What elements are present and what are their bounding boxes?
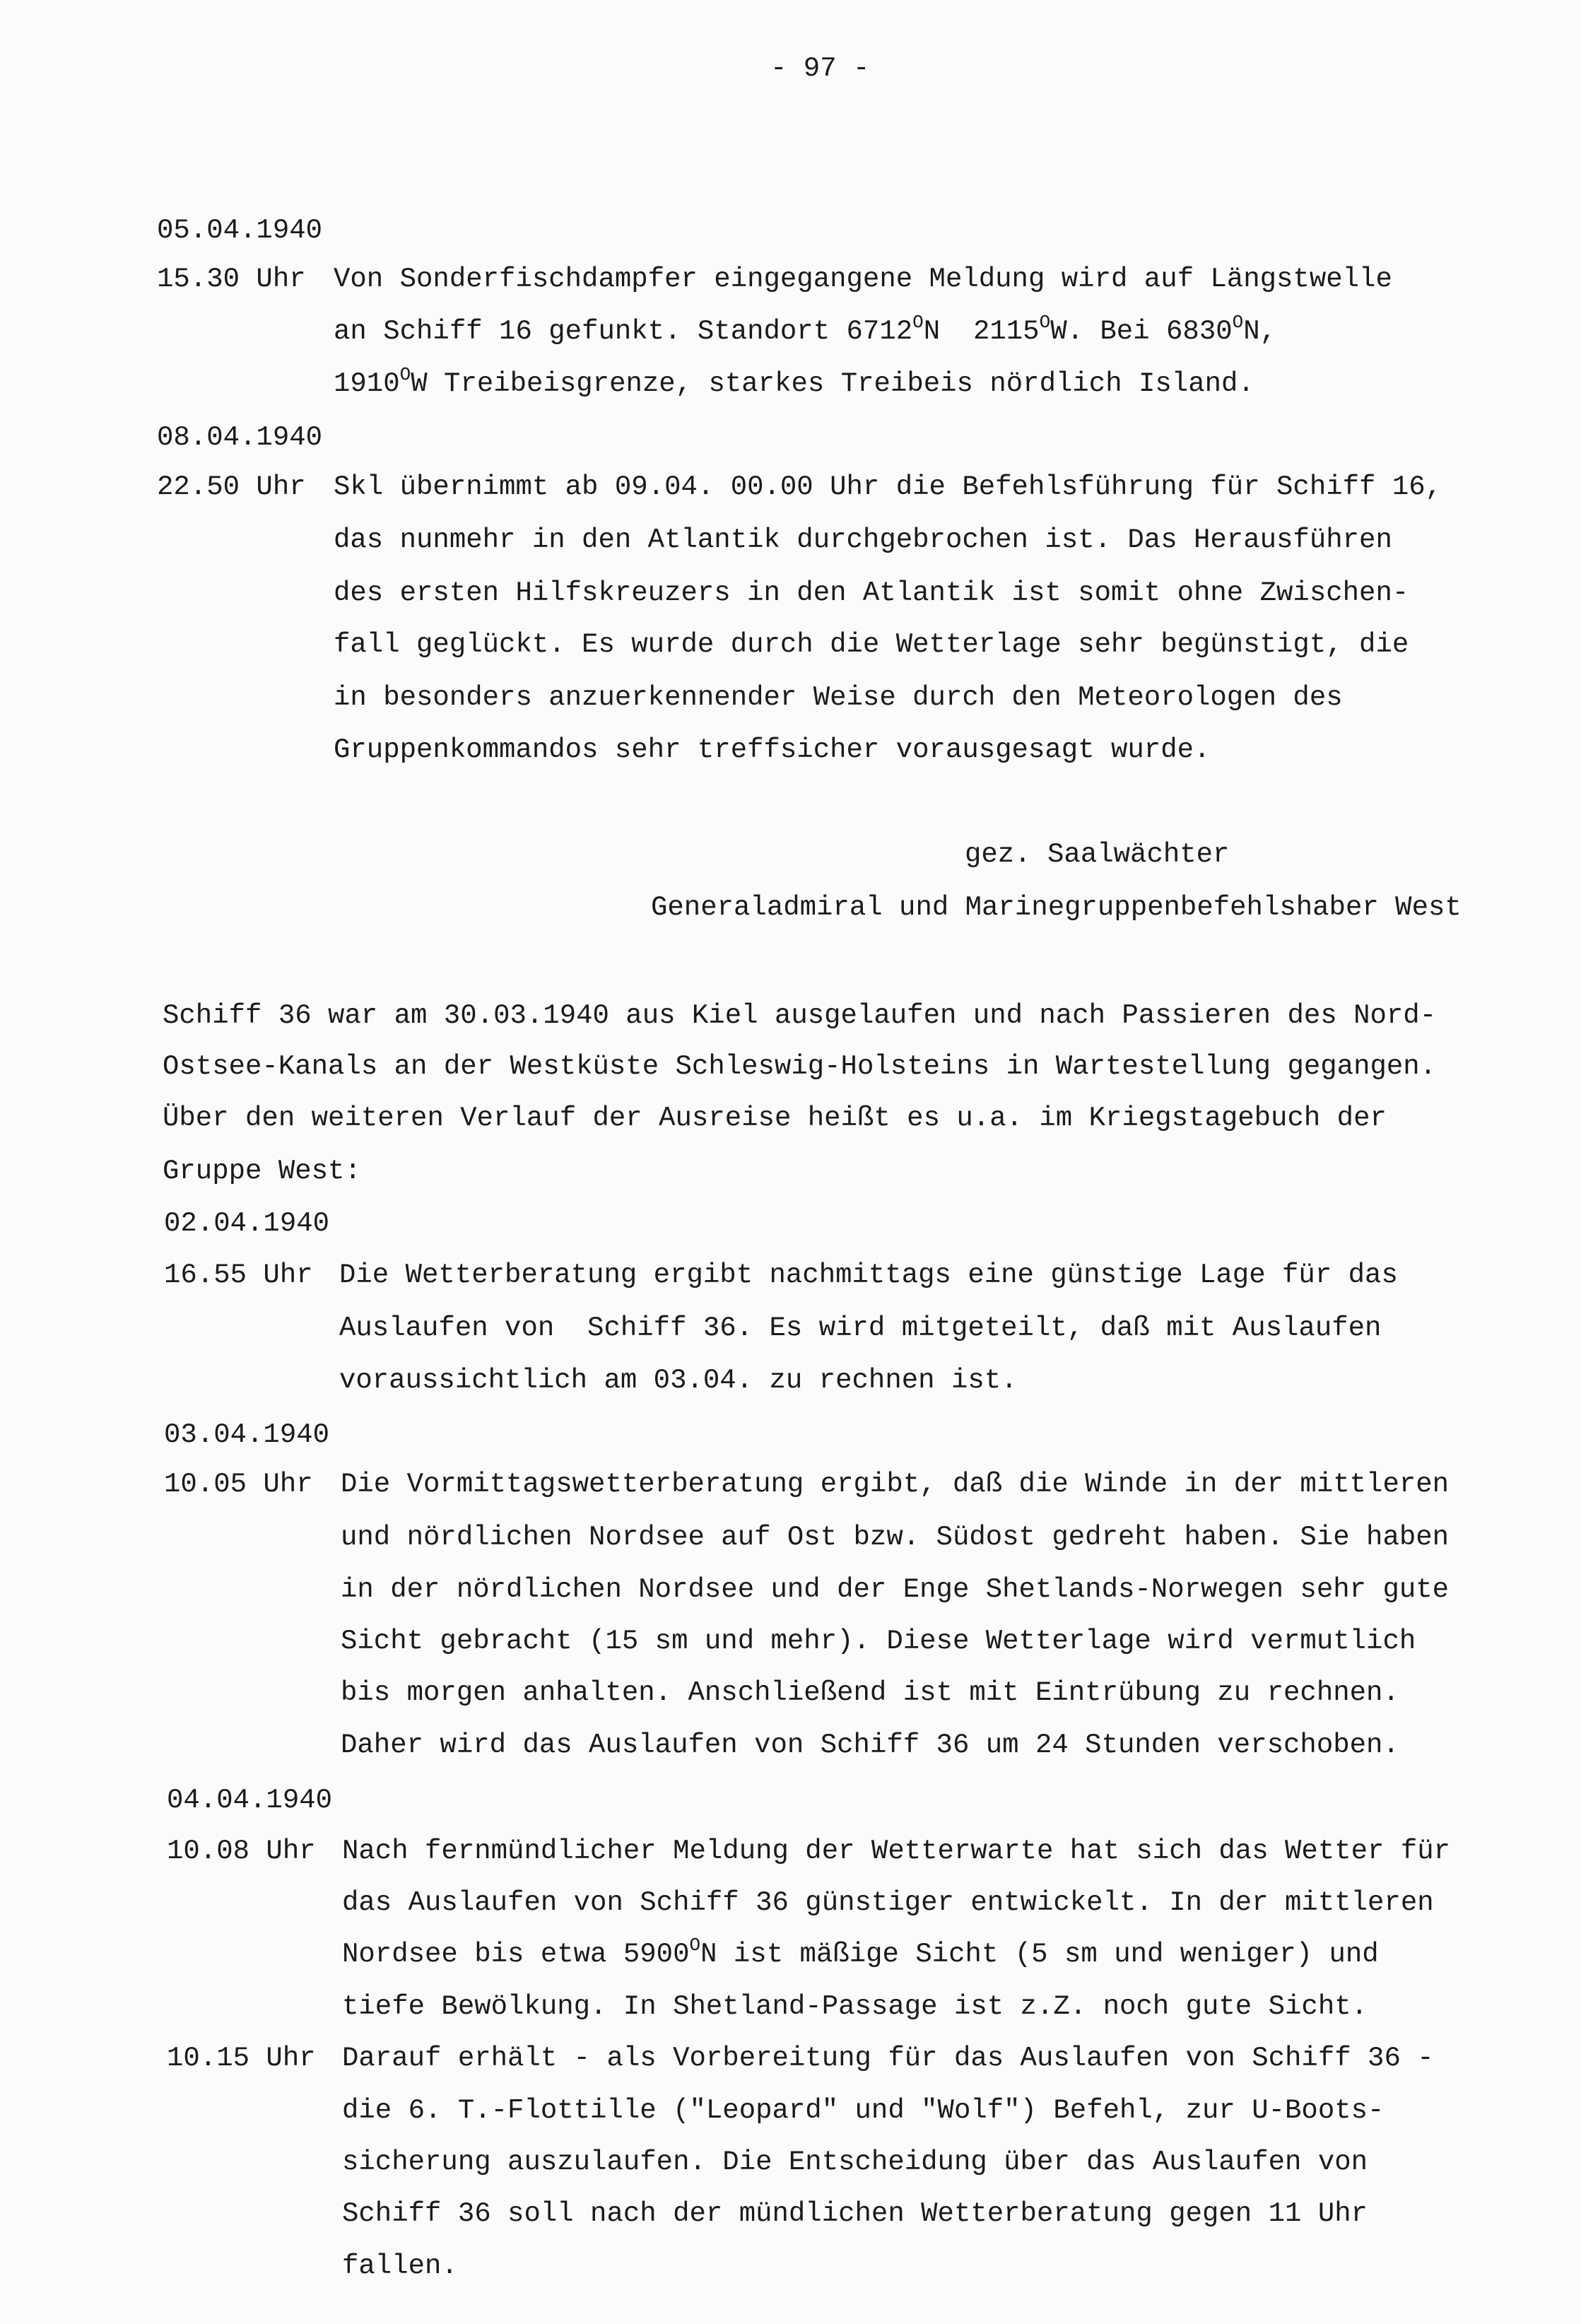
entry-time: 16.55 Uhr — [164, 1260, 313, 1291]
entry-text-line: Nordsee bis etwa $5900^ON$ ist mäßige Sicht (5 sm und weniger) und — [342, 1935, 1379, 1970]
entry-text-line: Nach fernmündlicher Meldung der Wetterwarte hat sich das Wetter für — [342, 1836, 1451, 1867]
entry-text-line: fallen. — [342, 2250, 458, 2282]
entry-date: 03.04.1940 — [164, 1419, 330, 1450]
entry-text-line: Darauf erhält - als Vorbereitung für das Auslaufen von Schiff 36 - — [342, 2043, 1434, 2074]
entry-text-line: Von Sonderfischdampfer eingegangene Meldung wird auf Längstwelle — [334, 264, 1392, 295]
entry-text-line: Skl übernimmt ab 09.04. 00.00 Uhr die Befehlsführung für Schiff 16, — [334, 471, 1442, 503]
entry-time: 10.15 Uhr — [167, 2043, 316, 2074]
entry-text-line: das nunmehr in den Atlantik durchgebrochen ist. Das Herausführen — [334, 524, 1392, 556]
entry-text-line: $1910^OW$ Treibeisgrenze, starkes Treibeis nördlich Island. — [334, 364, 1254, 399]
entry-time: 22.50 Uhr — [157, 471, 306, 503]
paragraph-line: Ostsee-Kanals an der Westküste Schleswig-Holsteins in Wartestellung gegangen. — [163, 1051, 1437, 1082]
entry-text-line: Die Wetterberatung ergibt nachmittags eine günstige Lage für das — [339, 1260, 1398, 1291]
entry-text-line: voraussichtlich am 03.04. zu rechnen ist. — [339, 1365, 1018, 1396]
degree-mark: O — [912, 312, 924, 333]
entry-text-line: und nördlichen Nordsee auf Ost bzw. Südost gedreht haben. Sie haben — [341, 1522, 1450, 1553]
entry-text-line: an Schiff 16 gefunkt. Standort $6712^ON$ $2115^OW$. Bei $6830^ON$, — [334, 312, 1277, 347]
paragraph-line: Schiff 36 war am 30.03.1940 aus Kiel ausgelaufen und nach Passieren des Nord- — [163, 1000, 1437, 1031]
entry-text-line: die 6. T.-Flottille ("Leopard" und "Wolf") Befehl, zur U-Boots- — [342, 2095, 1385, 2126]
entry-date: 08.04.1940 — [157, 422, 323, 453]
entry-text-line: fall geglückt. Es wurde durch die Wetterlage sehr begünstigt, die — [334, 629, 1409, 660]
entry-date: 04.04.1940 — [167, 1785, 333, 1816]
entry-text-line: tiefe Bewölkung. In Shetland-Passage ist z.Z. noch gute Sicht. — [342, 1991, 1368, 2022]
entry-text-line: Daher wird das Auslaufen von Schiff 36 um 24 Stunden verschoben. — [341, 1730, 1399, 1761]
entry-date: 05.04.1940 — [157, 215, 323, 246]
entry-time: 10.08 Uhr — [167, 1836, 316, 1867]
entry-text-line: Die Vormittagswetterberatung ergibt, daß die Winde in der mittleren — [341, 1469, 1450, 1500]
degree-mark: O — [1232, 312, 1244, 333]
entry-time: 15.30 Uhr — [157, 264, 306, 295]
signature-title: Generaladmiral und Marinegruppenbefehlshaber West — [651, 892, 1462, 923]
entry-text-line: in der nördlichen Nordsee und der Enge Shetlands-Norwegen sehr gute — [341, 1574, 1450, 1605]
entry-text-line: das Auslaufen von Schiff 36 günstiger entwickelt. In der mittleren — [342, 1887, 1434, 1918]
entry-text-line: sicherung auszulaufen. Die Entscheidung über das Auslaufen von — [342, 2147, 1368, 2178]
entry-text-line: bis morgen anhalten. Anschließend ist mit Eintrübung zu rechnen. — [341, 1677, 1399, 1708]
entry-text-line: des ersten Hilfskreuzers in den Atlantik ist somit ohne Zwischen- — [334, 577, 1409, 609]
degree-mark: O — [1039, 312, 1051, 333]
signature-name: gez. Saalwächter — [965, 839, 1230, 870]
entry-date: 02.04.1940 — [164, 1208, 330, 1239]
degree-mark: O — [399, 364, 411, 385]
entry-text-line: Gruppenkommandos sehr treffsicher vorausgesagt wurde. — [334, 734, 1211, 765]
paragraph-line: Über den weiteren Verlauf der Ausreise heißt es u.a. im Kriegstagebuch der — [163, 1103, 1387, 1134]
entry-text-line: Schiff 36 soll nach der mündlichen Wetterberatung gegen 11 Uhr — [342, 2198, 1368, 2229]
entry-text-line: Sicht gebracht (15 sm und mehr). Diese Wetterlage wird vermutlich — [341, 1626, 1416, 1657]
paragraph-line: Gruppe West: — [163, 1156, 361, 1187]
page-number: - 97 - — [770, 53, 870, 84]
degree-mark: O — [689, 1935, 701, 1956]
entry-time: 10.05 Uhr — [164, 1469, 313, 1500]
entry-text-line: in besonders anzuerkennender Weise durch den Meteorologen des — [334, 682, 1343, 713]
entry-text-line: Auslaufen von Schiff 36. Es wird mitgeteilt, daß mit Auslaufen — [339, 1313, 1382, 1344]
